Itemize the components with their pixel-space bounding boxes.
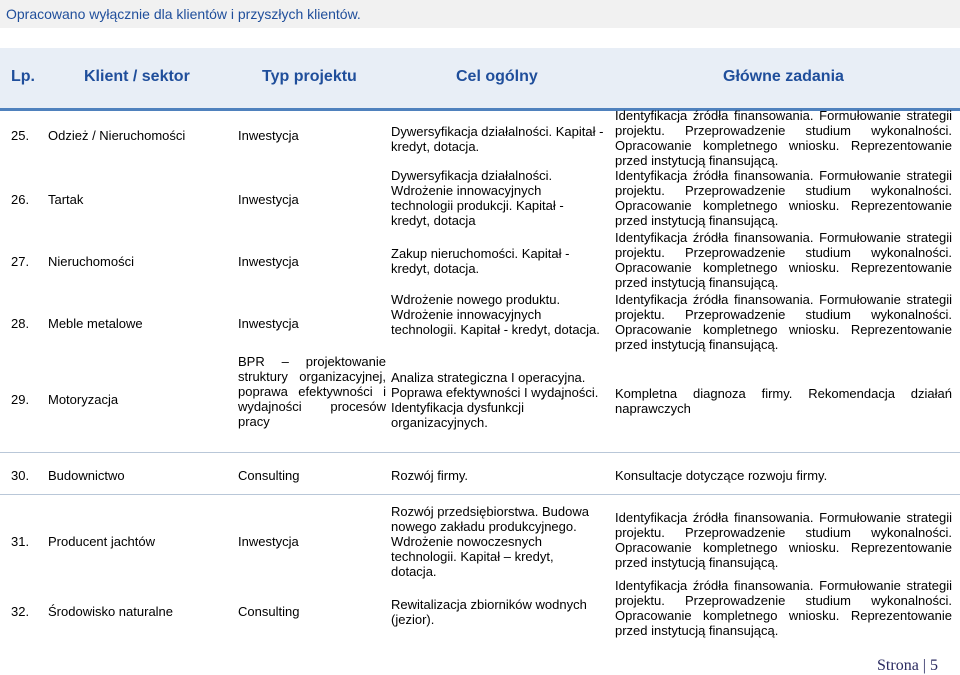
row-client: Odzież / Nieruchomości bbox=[48, 128, 186, 143]
row-type: Consulting bbox=[238, 468, 300, 483]
row-client: Motoryzacja bbox=[48, 392, 119, 407]
header-goal: Cel ogólny bbox=[456, 68, 538, 85]
row-type: Consulting bbox=[238, 604, 300, 619]
row-tasks: Identyfikacja źródła finansowania. Formułowanie strategii projektu. Przeprowadzenie studium wykonalności. Opracowanie kompletnego wniosku. Reprezentowanie przed instytucją finansującą. bbox=[615, 578, 952, 638]
header-tasks: Główne zadania bbox=[723, 68, 844, 85]
row-goal: Dywersyfikacja działalności. Kapitał - kredyt, dotacja. bbox=[391, 124, 604, 154]
row-goal: Dywersyfikacja działalności. Wdrożenie innowacyjnych technologii produkcji. Kapitał - kredyt, dotacja bbox=[391, 168, 564, 228]
row-separator bbox=[0, 494, 960, 495]
row-number: 32. bbox=[11, 604, 30, 619]
row-number: 28. bbox=[11, 316, 30, 331]
table-header bbox=[0, 48, 960, 108]
row-type: Inwestycja bbox=[238, 316, 299, 331]
row-tasks: Identyfikacja źródła finansowania. Formułowanie strategii projektu. Przeprowadzenie studium wykonalności. Opracowanie kompletnego wniosku. Reprezentowanie przed instytucją finansującą. bbox=[615, 510, 952, 570]
row-tasks: Kompletna diagnoza firmy. Rekomendacja działań naprawczych bbox=[615, 386, 952, 416]
row-goal: Rozwój przedsiębiorstwa. Budowa nowego zakładu produkcyjnego. Wdrożenie nowoczesnych technologii. Kapitał – kredyt, dotacja. bbox=[391, 504, 589, 579]
row-tasks: Konsultacje dotyczące rozwoju firmy. bbox=[615, 468, 828, 483]
header-type: Typ projektu bbox=[262, 68, 357, 85]
row-tasks: Identyfikacja źródła finansowania. Formułowanie strategii projektu. Przeprowadzenie studium wykonalności. Opracowanie kompletnego wniosku. Reprezentowanie przed instytucją finansującą. bbox=[615, 168, 952, 228]
row-separator bbox=[0, 452, 960, 453]
row-tasks: Identyfikacja źródła finansowania. Formułowanie strategii projektu. Przeprowadzenie studium wykonalności. Opracowanie kompletnego wniosku. Reprezentowanie przed instytucją finansującą. bbox=[615, 292, 952, 352]
row-type: Inwestycja bbox=[238, 534, 299, 549]
row-type: Inwestycja bbox=[238, 254, 299, 269]
row-client: Budownictwo bbox=[48, 468, 125, 483]
row-type: BPR – projektowanie struktury organizacyjnej, poprawa efektywności i wydajności procesów pracy bbox=[238, 354, 386, 429]
row-client: Meble metalowe bbox=[48, 316, 143, 331]
row-goal: Zakup nieruchomości. Kapitał - kredyt, dotacja. bbox=[391, 246, 570, 276]
row-number: 27. bbox=[11, 254, 30, 269]
row-tasks: Identyfikacja źródła finansowania. Formułowanie strategii projektu. Przeprowadzenie studium wykonalności. Opracowanie kompletnego wniosku. Reprezentowanie przed instytucją finansującą. bbox=[615, 230, 952, 290]
top-note: Opracowano wyłącznie dla klientów i przyszłych klientów. bbox=[0, 0, 960, 28]
row-goal: Rewitalizacja zbiorników wodnych (jezior). bbox=[391, 597, 587, 627]
row-tasks: Identyfikacja źródła finansowania. Formułowanie strategii projektu. Przeprowadzenie studium wykonalności. Opracowanie kompletnego wniosku. Reprezentowanie przed instytucją finansującą. bbox=[615, 108, 952, 168]
row-number: 29. bbox=[11, 392, 30, 407]
row-number: 31. bbox=[11, 534, 30, 549]
row-number: 25. bbox=[11, 128, 30, 143]
page-number: Strona | 5 bbox=[877, 657, 938, 674]
row-type: Inwestycja bbox=[238, 128, 299, 143]
row-type: Inwestycja bbox=[238, 192, 299, 207]
row-number: 30. bbox=[11, 468, 30, 483]
row-goal: Analiza strategiczna I operacyjna. Poprawa efektywności I wydajności. Identyfikacja dysfunkcji organizacyjnych. bbox=[391, 370, 599, 430]
header-client: Klient / sektor bbox=[84, 68, 190, 85]
header-lp: Lp. bbox=[11, 68, 35, 85]
row-client: Tartak bbox=[48, 192, 84, 207]
row-client: Nieruchomości bbox=[48, 254, 134, 269]
row-client: Środowisko naturalne bbox=[48, 604, 174, 619]
row-client: Producent jachtów bbox=[48, 534, 155, 549]
row-goal: Rozwój firmy. bbox=[391, 468, 469, 483]
row-number: 26. bbox=[11, 192, 30, 207]
row-goal: Wdrożenie nowego produktu. Wdrożenie innowacyjnych technologii. Kapitał - kredyt, dotacja. bbox=[391, 292, 600, 337]
